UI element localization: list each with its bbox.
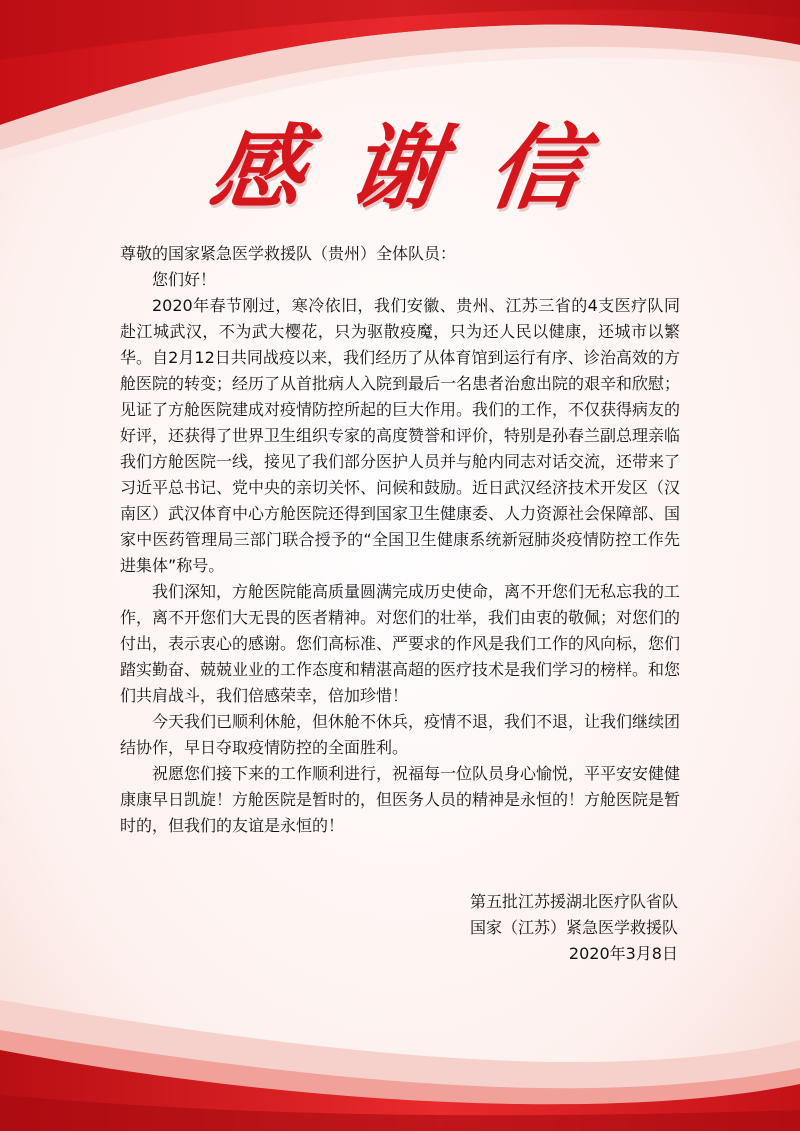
paragraph-2: 我们深知，方舱医院能高质量圆满完成历史使命，离不开您们无私忘我的工作，离不开您们大无畏的医者精神。对您们的壮举，我们由衷的敬佩；对您们的付出，表示衷心的感谢。您们高标准、严要求的作风是我们工作的风向标，您们踏实勤奋、兢兢业业的工作态度和精湛高超的医疗技术是我们学习的榜样。和您们共肩战斗，我们倍感荣幸，倍加珍惜！ bbox=[120, 582, 681, 705]
title-char-2: 谢 bbox=[342, 114, 450, 222]
signature-line-1: 第五批江苏援湖北医疗队省队 bbox=[469, 892, 678, 911]
paragraph-4: 祝愿您们接下来的工作顺利进行，祝福每一位队员身心愉悦，平平安安健健康康早日凯旋！方舱医院是暂时的，但医务人员的精神是永恒的！方舱医院是暂时的，但我们的友谊是永恒的！ bbox=[120, 764, 681, 835]
signature-line-2: 国家（江苏）紧急医学救援队 bbox=[469, 918, 678, 937]
letter-body bbox=[120, 241, 680, 839]
signature-block bbox=[470, 889, 678, 967]
greeting: 您们好！ bbox=[152, 270, 217, 289]
title-char-3: 信 bbox=[482, 114, 590, 222]
signature-date: 2020年3月8日 bbox=[568, 944, 678, 963]
paragraph-1: 2020年春节刚过，寒冷依旧，我们安徽、贵州、江苏三省的4支医疗队同赴江城武汉，不为武大樱花，只为驱散疫魔，只为还人民以健康，还城市以繁华。自2月12日共同战疫以来，我们经历了从体育馆到运行有序、诊治高效的方舱医院的转变；经历了从首批病人入院到最后一名患者治愈出院的艰辛和欣慰；见证了方舱医院建成对疫情防控所起的巨大作用。我们的工作，不仅获得病友的好评，还获得了世界卫生组织专家的高度赞誉和评价，特别是孙春兰副总理亲临我们方舱医院一线，接见了我们部分医护人员并与舱内同志对话交流，还带来了习近平总书记、党中央的亲切关怀、问候和鼓励。近日武汉经济技术开发区（汉南区）武汉体育中心方舱医院还得到国家卫生健康委、人力资源社会保障部、国家中医药管理局三部门联合授予的“全国卫生健康系统新冠肺炎疫情防控工作先进集体”称号。 bbox=[120, 296, 681, 575]
paragraph-3: 今天我们已顺利休舱，但休舱不休兵，疫情不退，我们不退，让我们继续团结协作，早日夺取疫情防控的全面胜利。 bbox=[120, 712, 681, 757]
salutation: 尊敬的国家紧急医学救援队（贵州）全体队员： bbox=[120, 244, 457, 263]
letter-title bbox=[150, 108, 650, 238]
title-char-1: 感 bbox=[204, 114, 312, 222]
